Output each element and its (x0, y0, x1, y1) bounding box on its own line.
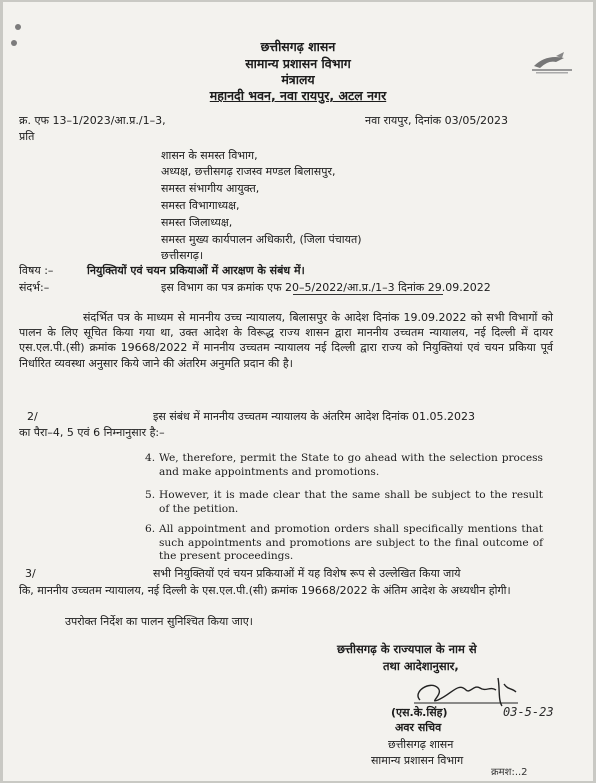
punch-hole (15, 24, 21, 30)
quote-5-number: 5. (145, 489, 156, 501)
paragraph-1: संदर्भित पत्र के माध्यम से माननीय उच्च न्यायालय, बिलासपुर के आदेश दिनांक 19.09.2022 को सभी विभागों को पालन के लिए सूचित किया गया था, उक्त आदेश के विरूद्ध राज्य शासन द्वारा माननीय उच्चतम न्यायालय, नई दिल्ली में दायर एस.एल.पी.(सी) क्रमांक 19668/2022 में माननीय उच्चतम न्यायालय नई दिल्ली द्वारा राज्य को नियुक्तियां एवं चयन प्रकिया पूर्व निर्धारित व्यवस्था अनुसार किये जाने की अंतरिम अनुमति प्रदान की है। (19, 311, 553, 370)
recipient-line: अध्यक्ष, छत्तीसगढ़ राजस्व मण्डल बिलासपुर, (161, 165, 336, 178)
recipient-line: समस्त विभागाध्यक्ष, (161, 199, 240, 212)
paragraph-3-line-1: सभी नियुक्तियों एवं चयन प्रकियाओं में यह विशेष रूप से उल्लेखित किया जाये (153, 567, 461, 580)
subject-text: नियुक्तियों एवं चयन प्रकियाओं में आरक्षण के संबंध में। (87, 264, 305, 277)
paragraph-2-number: 2/ (27, 410, 38, 423)
handwritten-date: 03-5-23 (503, 705, 554, 719)
signatory-name: (एस.के.सिंह) (391, 706, 448, 719)
header-ministry: मंत्रालय (281, 72, 315, 87)
divider-line (293, 294, 443, 295)
quote-4-text: We, therefore, permit the State to go ahead with the selection process and make appointments and promotions. (159, 452, 543, 478)
paragraph-2-line-2: का पैरा–4, 5 एवं 6 निम्नानुसार है:– (19, 426, 165, 439)
reference-text: इस विभाग का पत्र क्रमांक एफ 20–5/2022/आ.प्र./1–3 दिनांक 29.09.2022 (161, 281, 491, 294)
compliance-line: उपरोक्त निर्देश का पालन सुनिश्चित किया जाए। (65, 615, 253, 628)
reference-label: संदर्भ:– (19, 281, 50, 294)
header-department: सामान्य प्रशासन विभाग (245, 56, 351, 71)
header-address: महानदी भवन, नवा रायपुर, अटल नगर (209, 88, 387, 103)
recipient-line: समस्त संभागीय आयुक्त, (161, 182, 260, 195)
punch-hole (11, 40, 17, 46)
paragraph-3-continuation: कि, माननीय उच्चतम न्यायालय, नई दिल्ली के एस.एल.पी.(सी) क्रमांक 19668/2022 के अंतिम आदेश के अध्यधीन होगी। (19, 584, 511, 597)
paragraph-3-number: 3/ (25, 567, 36, 580)
quote-4-number: 4. (145, 452, 156, 464)
azadi-ka-amrit-mahotsav-logo (526, 50, 576, 76)
by-order-line-2: तथा आदेशानुसार, (383, 659, 459, 673)
to-label: प्रति (19, 130, 35, 143)
quote-6-number: 6. (145, 523, 156, 535)
quote-6-text: All appointment and promotion orders shall specifically mentions that such appointments and promotions are subject to the final outcome of the present proceedings. (159, 523, 543, 562)
quote-5-text: However, it is made clear that the same shall be subject to the result of the petition. (159, 489, 543, 515)
signatory-designation: अवर सचिव (395, 721, 442, 734)
recipient-line: समस्त मुख्य कार्यपालन अधिकारी, (जिला पंचायत) (161, 233, 362, 246)
recipient-line: छत्तीसगढ़। (161, 249, 204, 262)
paragraph-2-line-1: इस संबंध में माननीय उच्चतम न्यायालय के अंतरिम आदेश दिनांक 01.05.2023 (153, 410, 475, 423)
document-page (3, 2, 593, 781)
place-and-date: नवा रायपुर, दिनांक 03/05/2023 (365, 114, 509, 127)
header-government: छत्तीसगढ़ शासन (260, 39, 336, 54)
page-continuation-mark: क्रमश:..2 (491, 767, 528, 778)
by-order-line-1: छत्तीसगढ़ के राज्यपाल के नाम से (337, 642, 477, 656)
subject-label: विषय :– (19, 264, 54, 277)
reference-number: क्र. एफ 13–1/2023/आ.प्र./1–3, (19, 114, 166, 127)
signatory-government: छत्तीसगढ़ शासन (388, 738, 454, 751)
recipient-line: समस्त जिलाध्यक्ष, (161, 216, 233, 229)
recipient-line: शासन के समस्त विभाग, (161, 149, 258, 162)
signatory-department: सामान्य प्रशासन विभाग (371, 754, 464, 767)
